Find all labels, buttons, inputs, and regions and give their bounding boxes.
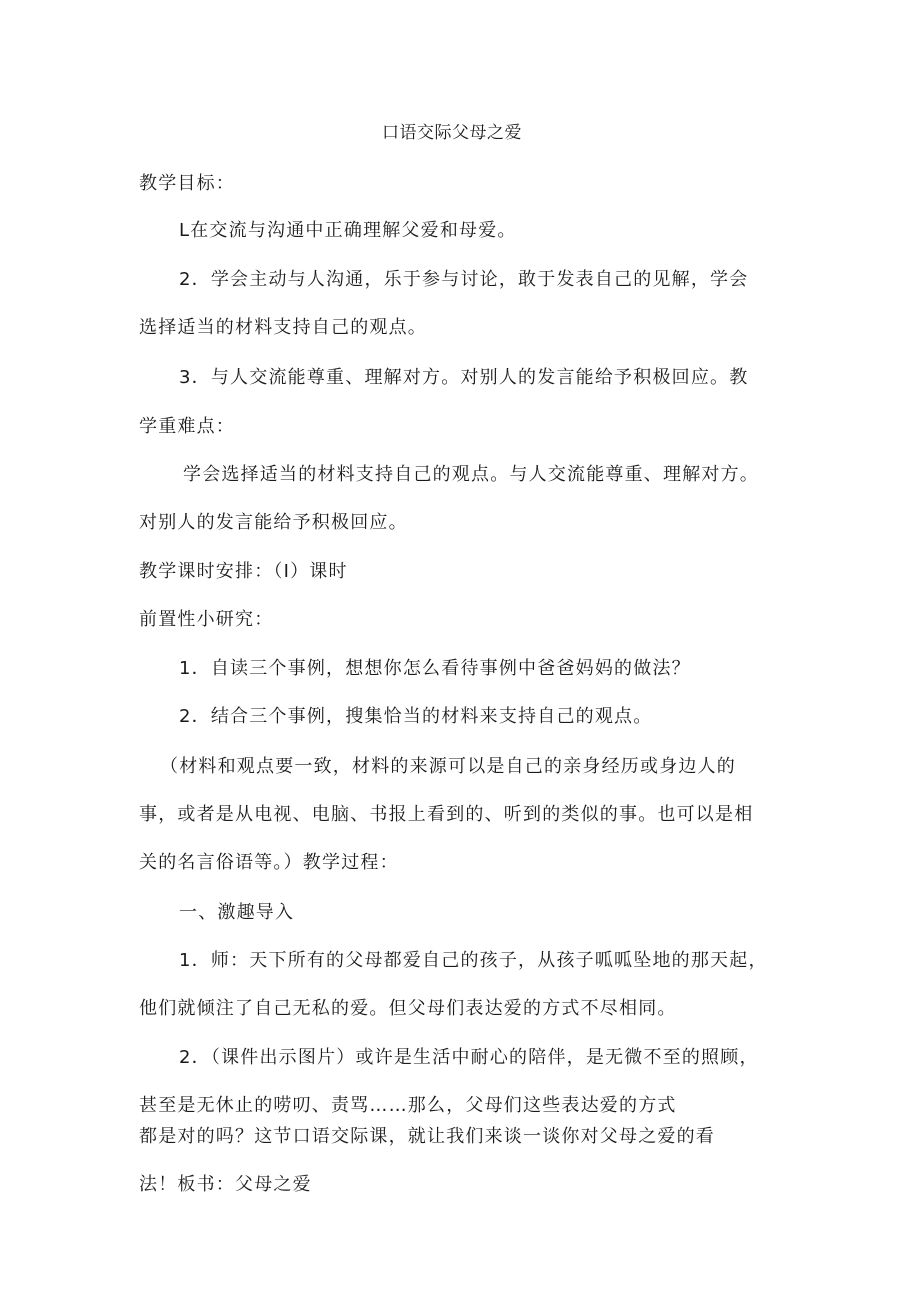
pre-study-item-2: 2．结合三个事例，搜集恰当的材料来支持自己的观点。	[179, 706, 653, 727]
section-heading-key-points: 学重难点：	[139, 416, 235, 437]
key-points-text: 学会选择适当的材料支持自己的观点。与人交流能尊重、理解对方。	[183, 464, 759, 485]
objective-item-1: L在交流与沟通中正确理解父爱和母爱。	[179, 220, 517, 241]
pre-study-note-end: 关的名言俗语等。）教学过程：	[139, 852, 399, 873]
page-title: 口语交际父母之爱	[382, 123, 522, 143]
section-heading-pre-study: 前置性小研究：	[139, 609, 274, 630]
intro-item-2-end: 法！板书：父母之爱	[139, 1174, 312, 1195]
section-heading-schedule: 教学课时安排：（I）课时	[139, 561, 348, 582]
pre-study-item-1: 1．自读三个事例，想想你怎么看待事例中爸爸妈妈的做法？	[179, 658, 691, 679]
intro-item-2-cont: 甚至是无休止的唠叨、责骂……那么，父母们这些表达爱的方式	[139, 1095, 677, 1116]
pre-study-note: （材料和观点要一致，材料的来源可以是自己的亲身经历或身边人的	[160, 756, 736, 777]
section-heading-intro: 一、激趣导入	[179, 902, 295, 923]
pre-study-note-cont: 事，或者是从电视、电脑、书报上看到的、听到的类似的事。也可以是相	[139, 804, 754, 825]
objective-item-3: 3．与人交流能尊重、理解对方。对别人的发言能给予积极回应。教	[179, 367, 749, 388]
objective-item-2: 2．学会主动与人沟通，乐于参与讨论，敢于发表自己的见解，学会	[179, 269, 749, 290]
intro-item-2: 2．（课件出示图片）或许是生活中耐心的陪伴，是无微不至的照顾，	[179, 1047, 759, 1068]
objective-item-2-cont: 选择适当的材料支持自己的观点。	[139, 317, 427, 338]
intro-item-2-cont-2: 都是对的吗？这节口语交际课，就让我们来谈一谈你对父母之爱的看	[139, 1126, 715, 1147]
key-points-text-cont: 对别人的发言能给予积极回应。	[139, 512, 408, 533]
intro-item-1-cont: 他们就倾注了自己无私的爱。但父母们表达爱的方式不尽相同。	[139, 998, 677, 1019]
section-heading-objectives: 教学目标：	[139, 173, 235, 194]
intro-item-1: 1．师：天下所有的父母都爱自己的孩子，从孩子呱呱坠地的那天起，	[179, 950, 768, 971]
